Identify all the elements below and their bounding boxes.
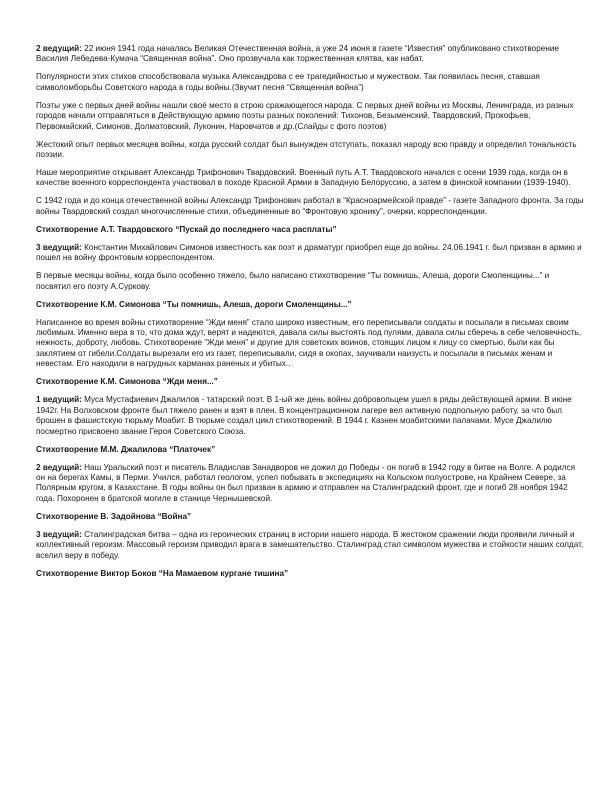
paragraph — [36, 318, 586, 370]
speaker-label: 2 ведущий: — [36, 44, 82, 53]
paragraph — [36, 243, 586, 264]
paragraph-text: Муса Мустафиевич Джалилов - татарский поэт. В 1-ый же день войны добровольцем ушел в ряды действующей армии. В июне 1942г. На Волховском фронте был тяжело ранен и взят в плен. В концентрационном лагере вел активную подпольную работу, за что был брошен в фашистскую тюрьму Моабит. В тюрьме создал цикл стихотворений. В 1944 г. Казнен моабитскими палачами. Мусе Джалилю посмертно присвоено звание Героя Советского Союза. — [36, 395, 572, 436]
paragraph-text: Жестокий опыт первых месяцев войны, когда русский солдат был вынужден отступать, показал народу всю правду и определил тональность поэзии. — [36, 139, 577, 160]
paragraph-text: Наш Уральский поэт и писатель Владислав Занадворов не дожил до Победы - он погиб в 1942 году в битве на Волге. А родился он на берегах Камы, в Перми. Учился, работал геологом, успел побывать в экспедициях на Кольском полуострове, на Крайнем Севере, за Полярным кругом, в Казахстане. В годы войны он был призван в армию и отправлен на Сталинградский фронт, где и погиб 28 ноября 1942 года. Похоронен в братской могиле в станице Чернышевской. — [36, 462, 576, 503]
paragraph-text: Поэты уже с первых дней войны нашли своё место в строю сражающегося народа. С первых дней войны из Москвы, Ленинграда, из разных городов начали отправляться в Действующую армию поэты разных поколений: Тихонов, Безыменский, Твардовский, Прокофьев, Первомайский, Симонов, Долматовский, Луконин, Наровчатов и др.(Слайды с фото поэтов) — [36, 100, 574, 131]
speaker-label: 1 ведущий: — [36, 395, 82, 405]
poem-heading: Стихотворение М.М. Джалилова “Платочек” — [36, 444, 216, 454]
document-page — [36, 44, 586, 587]
paragraph — [36, 140, 586, 161]
speaker-label: 2 ведущий: — [36, 462, 82, 472]
paragraph — [36, 395, 586, 437]
speaker-label: 3 ведущий: — [36, 529, 82, 539]
poem-heading: Стихотворение Виктор Боков “На Мамаевом кургане тишина” — [36, 568, 289, 578]
paragraph-text: Наше мероприятие открывает Александр Трифонович Твардовский. Военный путь А.Т. Твардовского начался с осени 1939 года, когда он в качестве военного корреспондента участвовал в походе Красной Армии в Западную Белоруссию, а затем в финской компании (1939-1940). — [36, 168, 571, 188]
paragraph — [36, 196, 586, 217]
speaker-label: 3 ведущий: — [36, 242, 82, 252]
paragraph-text: В первые месяцы войны, когда было особенно тяжело, было написано стихотворение “Ты помнишь, Алеша, дороги Смоленщины...” и посвятил его поэту А.Суркову. — [36, 271, 550, 291]
paragraph-text: Константин Михайлович Симонов известность как поэт и драматург приобрел еще до войны. 24.06.1941 г. был призван в армию и пошел на войну фронтовым корреспондентом. — [36, 242, 582, 263]
paragraph — [36, 101, 586, 132]
poem-heading: Стихотворение В. Задойнова “Война” — [36, 511, 192, 521]
poem-heading: Стихотворение А.Т. Твардовского “Пускай до последнего часа расплаты” — [36, 224, 337, 234]
paragraph — [36, 72, 586, 93]
paragraph — [36, 168, 586, 189]
paragraph-text: Сталинградская битва – одна из героических страниц в истории нашего народа. В жестоком сражении люди проявили личный и коллективный героизм. Массовый героизм приводил врага в замешательство. Сталинград стал символом мужества и стойкости наших солдат, вселил веру в победу. — [36, 529, 584, 560]
paragraph — [36, 44, 586, 65]
paragraph-text: Написанное во время войны стихотворение “Жди меня” стало широко известным, его переписывали солдаты и посылали в письмах своим любимым. Именно вера в то, что дома ждут, верят и надеются, давала силы выстоять под пулями, давала силы сберечь в себе человечность, нежность, доброту, любовь. Стихотворение “Жди меня” и другие для советских воинов, стоящих лицом к лицу со смертью, были как бы заклятием от гибели.Солдаты вырезали его из газет, переписывали, сидя в окопах, заучивали наизусть и посылали в письмах женам и невестам. Его находили в нагрудных карманах раненых и убитых.. — [36, 317, 582, 369]
paragraph — [36, 271, 586, 292]
poem-heading: Стихотворение К.М. Симонова “Жди меня...” — [36, 377, 218, 387]
paragraph — [36, 463, 586, 505]
paragraph-text: 22 июня 1941 года началась Великая Отечественная война, а уже 24 июня в газете “Известия” опубликовано стихотворение Василия Лебедева-Кумача “Священная война”. Оно прозвучала как торжественная клятва, как набат. — [36, 44, 559, 64]
poem-heading: Стихотворение К.М. Симонова “Ты помнишь, Алеша, дороги Смоленщины...” — [36, 299, 352, 309]
paragraph-text: С 1942 года и до конца отечественной войны Александр Трифонович работал в “Красноармейской правде” - газете Западного фронта. За годы войны Твардовский создал многочисленные стихи, объединенные во “Фронтовую хронику”, очерки, корреспонденции. — [36, 196, 584, 216]
paragraph — [36, 530, 586, 561]
paragraph-text: Популярности этих стихов способствовала музыка Александрова с ее трагедийностью и мужеством. Так появилась песня, ставшая символомборьбы Советского народа в годы войны.(Звучит песня “Священная война”) — [36, 72, 540, 92]
